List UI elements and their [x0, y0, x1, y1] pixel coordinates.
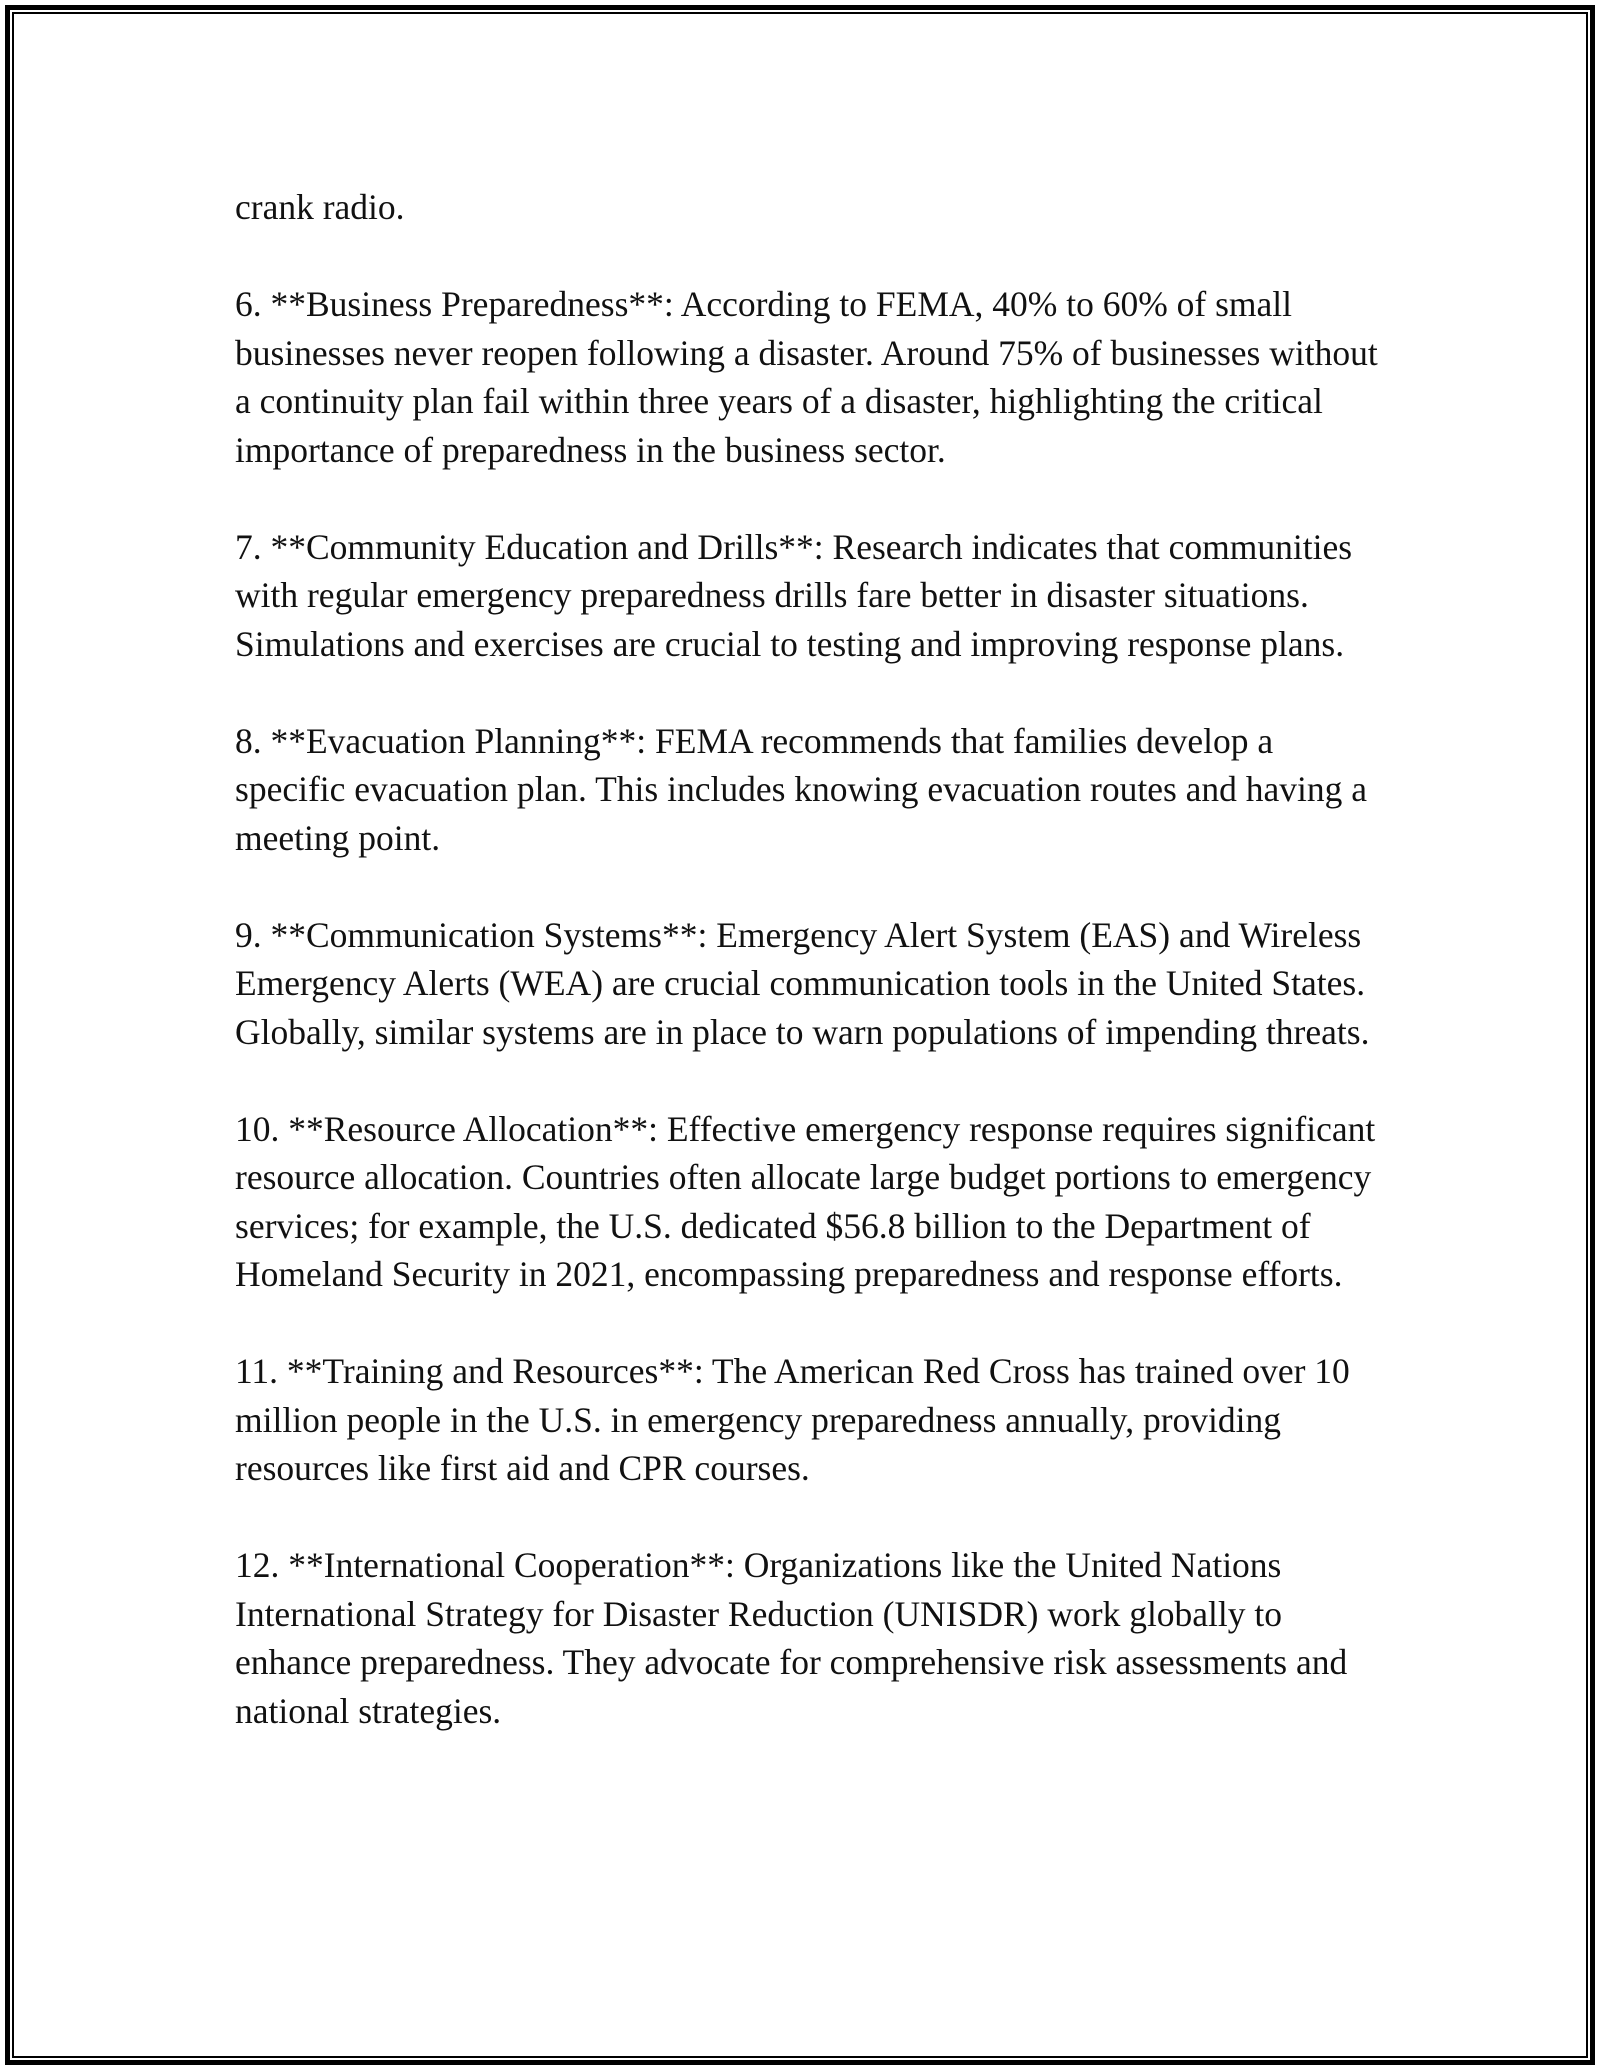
document-body: [235, 183, 1385, 1735]
paragraph-community-education: 7. **Community Education and Drills**: Research indicates that communities with regular emergency preparedness drills fare better in disaster situations. Simulations and exercises are crucial to testing and improving response plans.: [235, 526, 1353, 664]
paragraph-training-resources: 11. **Training and Resources**: The American Red Cross has trained over 10 million people in the U.S. in emergency preparedness annually, providing resources like first aid and CPR courses.: [235, 1351, 1350, 1488]
paragraph-evacuation-planning: 8. **Evacuation Planning**: FEMA recommends that families develop a specific evacuation plan. This includes knowing evacuation routes and having a meeting point.: [235, 720, 1368, 858]
paragraph-communication-systems: 9. **Communication Systems**: Emergency Alert System (EAS) and Wireless Emergency Alerts (WEA) are crucial communication tools in the United States. Globally, similar systems are in place to warn populations of impending threats.: [235, 914, 1370, 1052]
paragraph-continuation: crank radio.: [235, 187, 405, 227]
paragraph-business-preparedness: 6. **Business Preparedness**: According to FEMA, 40% to 60% of small businesses never reopen following a disaster. Around 75% of businesses without a continuity plan fail within three years of a disaster, highlighting the critical importance of preparedness in the business sector.: [235, 284, 1378, 470]
paragraph-resource-allocation: 10. **Resource Allocation**: Effective emergency response requires significant resource allocation. Countries often allocate large budget portions to emergency services; for example, the U.S. dedicated $56.8 billion to the Department of Homeland Security in 2021, encompassing preparedness and response efforts.: [235, 1108, 1376, 1294]
paragraph-international-cooperation: 12. **International Cooperation**: Organizations like the United Nations International Strategy for Disaster Reduction (UNISDR) work globally to enhance preparedness. They advocate for comprehensive risk assessments and national strategies.: [235, 1545, 1348, 1731]
